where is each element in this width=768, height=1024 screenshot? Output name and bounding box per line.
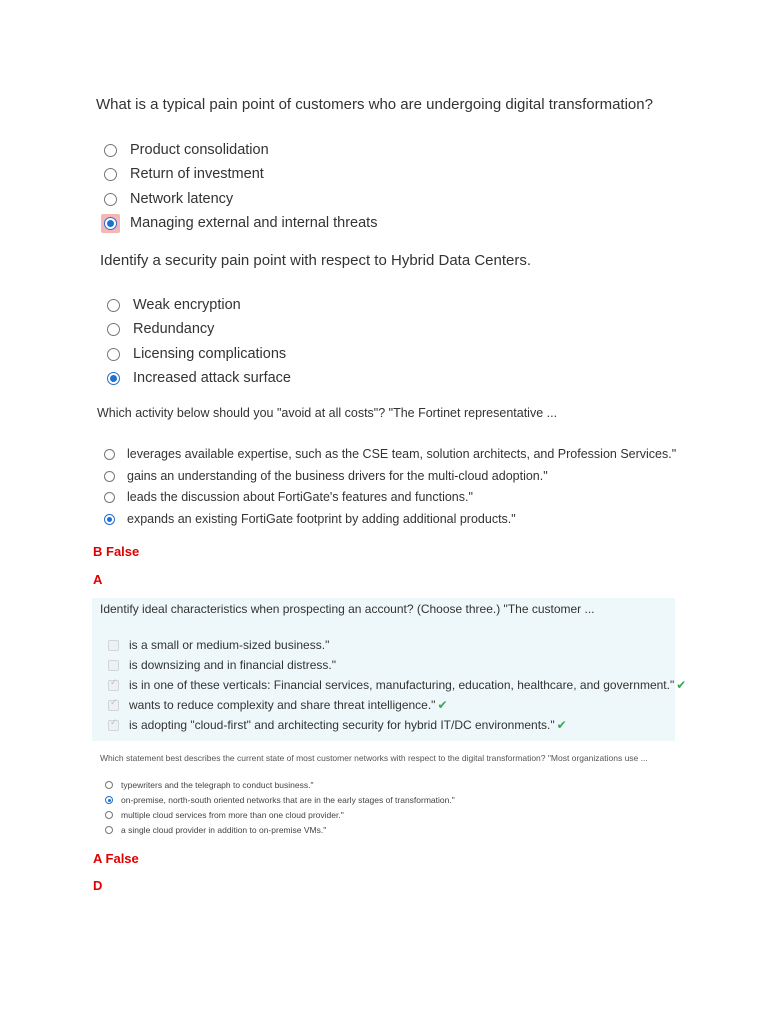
question-5-option-4[interactable] bbox=[105, 825, 326, 835]
option-label: is downsizing and in financial distress." bbox=[129, 658, 337, 672]
radio-selected-icon[interactable] bbox=[105, 796, 113, 804]
option-label: Redundancy bbox=[133, 321, 215, 337]
question-4-option-2[interactable] bbox=[108, 658, 336, 672]
checkbox-checked-icon[interactable] bbox=[108, 720, 119, 731]
option-label: leverages available expertise, such as the CSE team, solution architects, and Profession Services." bbox=[127, 447, 677, 461]
option-label: wants to reduce complexity and share threat intelligence." bbox=[129, 698, 436, 712]
question-1-option-4[interactable] bbox=[104, 215, 377, 231]
option-label: on-premise, north-south oriented networks that are in the early stages of transformation." bbox=[121, 795, 455, 805]
radio-unselected-icon[interactable] bbox=[104, 144, 117, 157]
correct-check-icon: ✔ bbox=[676, 678, 687, 692]
question-5-option-2[interactable] bbox=[105, 795, 455, 805]
option-label: is adopting "cloud-first" and architecting security for hybrid IT/DC environments." bbox=[129, 718, 555, 732]
question-5-option-3[interactable] bbox=[105, 810, 344, 820]
question-1-option-2[interactable] bbox=[104, 166, 264, 182]
question-3-option-3[interactable] bbox=[104, 490, 473, 504]
question-2-text: Identify a security pain point with respect to Hybrid Data Centers. bbox=[100, 252, 532, 269]
radio-selected-icon[interactable] bbox=[104, 217, 117, 230]
option-label: Increased attack surface bbox=[133, 370, 291, 386]
radio-unselected-icon[interactable] bbox=[107, 323, 120, 336]
question-5-text: Which statement best describes the current state of most customer networks with respect to the digital transformation? "Most organizations use ... bbox=[100, 753, 648, 763]
option-label: Network latency bbox=[130, 191, 234, 207]
question-3-option-1[interactable] bbox=[104, 447, 676, 461]
question-4-option-5[interactable] bbox=[108, 718, 567, 732]
radio-unselected-icon[interactable] bbox=[107, 348, 120, 361]
question-4-text: Identify ideal characteristics when prospecting an account? (Choose three.) "The customer ... bbox=[100, 602, 595, 616]
option-label: Weak encryption bbox=[133, 297, 241, 313]
correct-check-icon: ✔ bbox=[556, 718, 567, 732]
option-label: gains an understanding of the business drivers for the multi-cloud adoption." bbox=[127, 469, 548, 483]
answer-letter-2: D bbox=[93, 878, 103, 893]
question-2-option-1[interactable] bbox=[107, 297, 241, 313]
radio-unselected-icon[interactable] bbox=[105, 826, 113, 834]
radio-unselected-icon[interactable] bbox=[104, 449, 115, 460]
answer-letter-1: A bbox=[93, 572, 103, 587]
checkbox-icon[interactable] bbox=[108, 640, 119, 651]
checkbox-checked-icon[interactable] bbox=[108, 680, 119, 691]
option-label: Managing external and internal threats bbox=[130, 215, 378, 231]
question-2-option-2[interactable] bbox=[107, 321, 214, 337]
selected-highlight bbox=[104, 217, 117, 230]
radio-unselected-icon[interactable] bbox=[107, 299, 120, 312]
checkbox-icon[interactable] bbox=[108, 660, 119, 671]
question-5-option-1[interactable] bbox=[105, 780, 314, 790]
question-3-option-4[interactable] bbox=[104, 512, 516, 526]
option-label: multiple cloud services from more than one cloud provider." bbox=[121, 810, 344, 820]
answer-verdict-1: B False bbox=[93, 544, 140, 559]
question-1-text: What is a typical pain point of customers who are undergoing digital transformation? bbox=[96, 96, 653, 113]
option-label: Return of investment bbox=[130, 166, 264, 182]
question-1-option-3[interactable] bbox=[104, 191, 233, 207]
radio-selected-icon[interactable] bbox=[104, 514, 115, 525]
radio-unselected-icon[interactable] bbox=[105, 811, 113, 819]
option-label: expands an existing FortiGate footprint by adding additional products." bbox=[127, 512, 516, 526]
radio-unselected-icon[interactable] bbox=[105, 781, 113, 789]
question-3-option-2[interactable] bbox=[104, 469, 548, 483]
answer-verdict-2: A False bbox=[93, 851, 139, 866]
question-2-option-4[interactable] bbox=[107, 370, 291, 386]
radio-unselected-icon[interactable] bbox=[104, 193, 117, 206]
question-4-option-3[interactable] bbox=[108, 678, 686, 692]
correct-check-icon: ✔ bbox=[437, 698, 448, 712]
radio-unselected-icon[interactable] bbox=[104, 492, 115, 503]
option-label: typewriters and the telegraph to conduct business." bbox=[121, 780, 314, 790]
question-1-option-1[interactable] bbox=[104, 142, 269, 158]
radio-unselected-icon[interactable] bbox=[104, 471, 115, 482]
option-label: Product consolidation bbox=[130, 142, 269, 158]
question-2-option-3[interactable] bbox=[107, 346, 286, 362]
radio-selected-icon[interactable] bbox=[107, 372, 120, 385]
option-label: is a small or medium-sized business." bbox=[129, 638, 330, 652]
option-label: a single cloud provider in addition to on-premise VMs." bbox=[121, 825, 327, 835]
option-label: is in one of these verticals: Financial services, manufacturing, education, healthcare, and government." bbox=[129, 678, 675, 692]
question-3-text: Which activity below should you "avoid at all costs"? "The Fortinet representative ... bbox=[97, 406, 558, 420]
option-label: leads the discussion about FortiGate's features and functions." bbox=[127, 490, 473, 504]
radio-unselected-icon[interactable] bbox=[104, 168, 117, 181]
checkbox-checked-icon[interactable] bbox=[108, 700, 119, 711]
question-4-option-1[interactable] bbox=[108, 638, 329, 652]
option-label: Licensing complications bbox=[133, 346, 287, 362]
question-4-option-4[interactable] bbox=[108, 698, 448, 712]
